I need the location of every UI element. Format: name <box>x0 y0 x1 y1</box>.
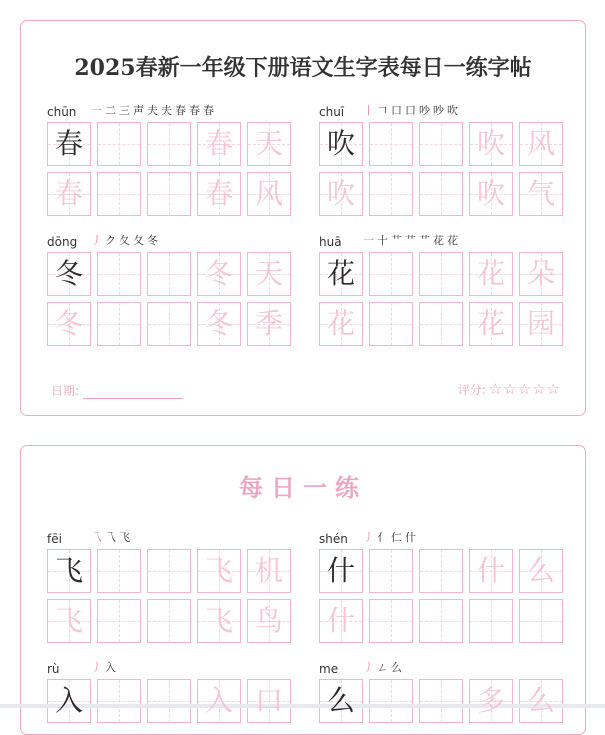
trace-cell[interactable]: 吹 <box>319 172 363 216</box>
blank-practice-cell[interactable] <box>369 122 413 166</box>
char-header <box>319 101 458 121</box>
pinyin: dōng <box>47 235 78 249</box>
blank-practice-cell[interactable] <box>369 599 413 643</box>
stroke: 冬 <box>147 234 158 247</box>
stroke: 艹 <box>405 234 416 247</box>
trace-cell[interactable]: 春 <box>197 122 241 166</box>
stroke: 花 <box>433 234 444 247</box>
blank-practice-cell[interactable] <box>419 549 463 593</box>
trace-cell[interactable]: 气 <box>519 172 563 216</box>
pinyin: shén <box>319 532 348 546</box>
model-char-cell: 吹 <box>319 122 363 166</box>
stroke: 夂 <box>133 234 144 247</box>
pinyin: chūn <box>47 105 77 119</box>
stroke: 丨 <box>363 104 374 117</box>
stroke: 三 <box>119 104 130 117</box>
stroke: 丿 <box>91 234 102 247</box>
model-char-cell: 春 <box>47 122 91 166</box>
trace-cell[interactable]: 么 <box>519 679 563 723</box>
stroke: 夫 <box>161 104 172 117</box>
model-char-cell: 什 <box>319 549 363 593</box>
trace-cell[interactable]: 冬 <box>197 252 241 296</box>
trace-cell[interactable]: 多 <box>469 679 513 723</box>
page-title: 每日一练 <box>239 473 367 502</box>
stroke-order <box>91 102 217 118</box>
blank-practice-cell[interactable] <box>369 679 413 723</box>
trace-cell[interactable]: 季 <box>247 302 291 346</box>
pinyin: chuī <box>319 105 345 119</box>
date-label: 日期: <box>51 384 80 398</box>
blank-practice-cell[interactable] <box>419 172 463 216</box>
char-header <box>319 231 458 251</box>
trace-cell[interactable]: 飞 <box>197 549 241 593</box>
stroke-order <box>363 659 405 675</box>
page-title: 2025春新一年级下册语文生字表每日一练字帖 <box>74 55 532 81</box>
stroke: 飞 <box>119 531 130 544</box>
blank-practice-cell[interactable] <box>369 252 413 296</box>
char-header <box>319 658 402 678</box>
stroke: 一 <box>91 104 102 117</box>
trace-cell[interactable]: 春 <box>47 172 91 216</box>
blank-practice-cell[interactable] <box>369 172 413 216</box>
trace-cell[interactable]: 冬 <box>197 302 241 346</box>
trace-cell[interactable]: 飞 <box>47 599 91 643</box>
trace-cell[interactable]: 花 <box>469 252 513 296</box>
trace-cell[interactable]: 风 <box>247 172 291 216</box>
stroke-order <box>91 659 119 675</box>
blank-practice-cell[interactable] <box>97 549 141 593</box>
blank-practice-cell[interactable] <box>147 549 191 593</box>
blank-practice-cell[interactable] <box>519 599 563 643</box>
stroke: 夂 <box>119 234 130 247</box>
blank-practice-cell[interactable] <box>419 252 463 296</box>
trace-cell[interactable]: 吹 <box>469 172 513 216</box>
stroke: ク <box>105 234 116 247</box>
stroke-order <box>91 529 133 545</box>
trace-cell[interactable]: 花 <box>319 302 363 346</box>
stroke: 春 <box>203 104 214 117</box>
trace-cell[interactable]: 园 <box>519 302 563 346</box>
blank-practice-cell[interactable] <box>419 122 463 166</box>
model-char-cell: 么 <box>319 679 363 723</box>
stroke: 亻 <box>377 531 388 544</box>
trace-cell[interactable]: 风 <box>519 122 563 166</box>
char-header <box>47 101 214 121</box>
blank-practice-cell[interactable] <box>369 549 413 593</box>
blank-practice-cell[interactable] <box>147 679 191 723</box>
trace-cell[interactable]: 冬 <box>47 302 91 346</box>
stroke: 一 <box>363 234 374 247</box>
stroke: 夫 <box>147 104 158 117</box>
stroke: 口 <box>405 104 416 117</box>
stroke: 丿 <box>363 661 374 674</box>
char-header <box>47 658 116 678</box>
stroke: 仁 <box>391 531 402 544</box>
stroke: 春 <box>175 104 186 117</box>
trace-cell[interactable]: 朵 <box>519 252 563 296</box>
stroke: 艹 <box>391 234 402 247</box>
stroke: 声 <box>133 104 144 117</box>
stroke: 丿 <box>91 661 102 674</box>
stroke: 春 <box>189 104 200 117</box>
pinyin: fēi <box>47 532 62 546</box>
stroke-order <box>91 232 161 248</box>
blank-practice-cell[interactable] <box>419 302 463 346</box>
trace-cell[interactable]: 鸟 <box>247 599 291 643</box>
stroke: 乁 <box>91 531 102 544</box>
trace-cell[interactable]: 吹 <box>469 122 513 166</box>
stroke: 吵 <box>419 104 430 117</box>
trace-cell[interactable]: 天 <box>247 122 291 166</box>
blank-practice-cell[interactable] <box>369 302 413 346</box>
char-header <box>319 528 416 548</box>
stroke-order <box>363 102 461 118</box>
trace-cell[interactable]: 春 <box>197 172 241 216</box>
blank-practice-cell[interactable] <box>97 599 141 643</box>
blank-practice-cell[interactable] <box>97 122 141 166</box>
pinyin: huā <box>319 235 342 249</box>
stroke: 花 <box>447 234 458 247</box>
blank-practice-cell[interactable] <box>147 172 191 216</box>
stroke: 艹 <box>419 234 430 247</box>
stroke: 口 <box>391 104 402 117</box>
blank-practice-cell[interactable] <box>469 599 513 643</box>
stroke: 什 <box>405 531 416 544</box>
trace-cell[interactable]: 什 <box>469 549 513 593</box>
trace-cell[interactable]: 机 <box>247 549 291 593</box>
stroke: 十 <box>377 234 388 247</box>
trace-cell[interactable]: 花 <box>469 302 513 346</box>
trace-cell[interactable]: 口 <box>247 679 291 723</box>
stroke-order <box>363 232 461 248</box>
score-field <box>458 380 561 398</box>
stroke: 丿 <box>363 531 374 544</box>
worksheet-page-1 <box>20 20 586 416</box>
blank-practice-cell[interactable] <box>97 679 141 723</box>
trace-cell[interactable]: 飞 <box>197 599 241 643</box>
stroke: 𠃍 <box>377 104 388 117</box>
blank-practice-cell[interactable] <box>147 122 191 166</box>
star-rating[interactable]: ☆☆☆☆☆ <box>488 380 561 398</box>
trace-cell[interactable]: 天 <box>247 252 291 296</box>
blank-practice-cell[interactable] <box>147 252 191 296</box>
blank-practice-cell[interactable] <box>97 302 141 346</box>
pinyin: me <box>319 662 339 676</box>
char-header <box>47 231 158 251</box>
model-char-cell: 入 <box>47 679 91 723</box>
stroke: 入 <box>105 661 116 674</box>
date-field[interactable] <box>51 382 183 399</box>
stroke: 二 <box>105 104 116 117</box>
blank-practice-cell[interactable] <box>419 599 463 643</box>
blank-practice-cell[interactable] <box>147 599 191 643</box>
stroke: 吵 <box>433 104 444 117</box>
blank-practice-cell[interactable] <box>419 679 463 723</box>
stroke: 乁 <box>105 531 116 544</box>
char-header <box>47 528 130 548</box>
date-input-line[interactable] <box>83 386 183 399</box>
blank-practice-cell[interactable] <box>97 172 141 216</box>
blank-practice-cell[interactable] <box>97 252 141 296</box>
horizontal-scrollbar[interactable] <box>0 704 605 708</box>
trace-cell[interactable]: 什 <box>319 599 363 643</box>
trace-cell[interactable]: 入 <box>197 679 241 723</box>
score-label: 评分: <box>457 383 486 397</box>
blank-practice-cell[interactable] <box>147 302 191 346</box>
stroke: 吹 <box>447 104 458 117</box>
stroke-order <box>363 529 419 545</box>
model-char-cell: 飞 <box>47 549 91 593</box>
model-char-cell: 冬 <box>47 252 91 296</box>
pinyin: rù <box>47 662 60 676</box>
trace-cell[interactable]: 么 <box>519 549 563 593</box>
worksheet-page-2 <box>20 445 586 735</box>
stroke: ㄥ <box>377 661 388 674</box>
model-char-cell: 花 <box>319 252 363 296</box>
stroke: 么 <box>391 661 402 674</box>
